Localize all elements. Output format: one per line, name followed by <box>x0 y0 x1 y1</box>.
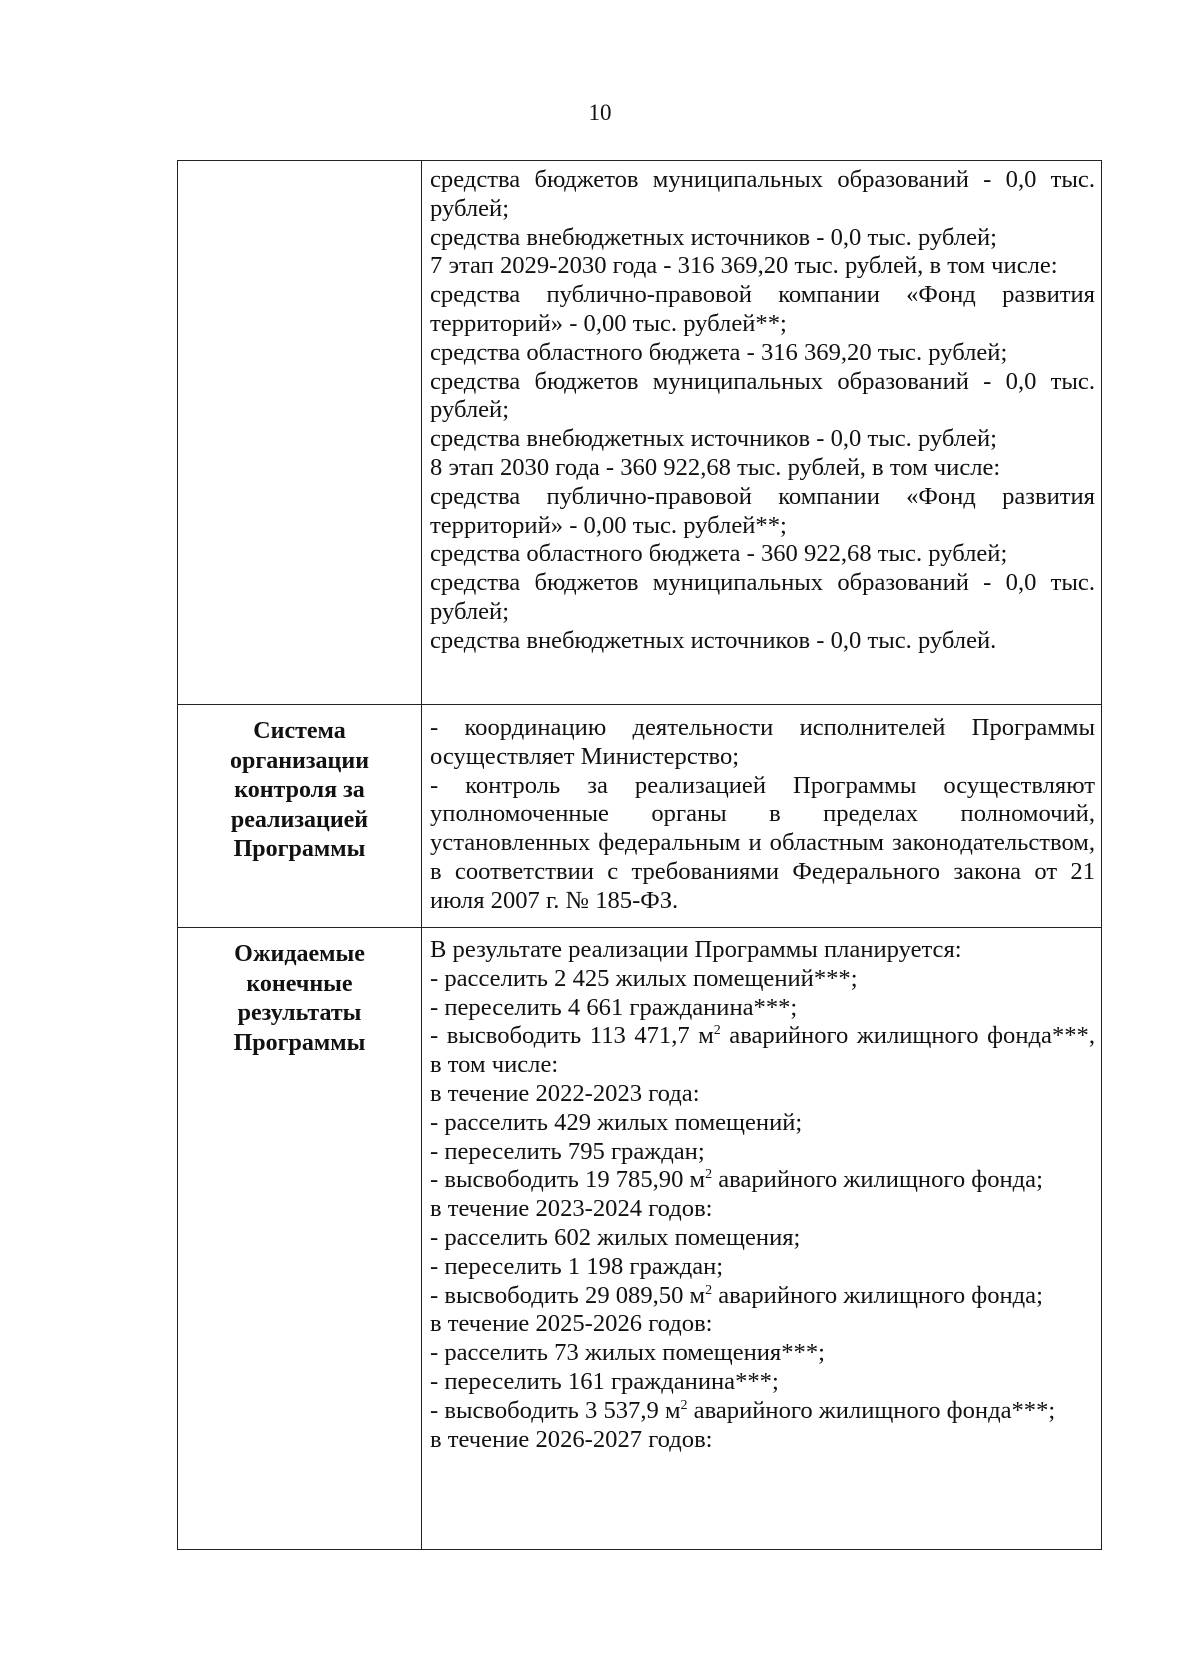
results-period-heading: в течение 2026-2027 годов: <box>430 1425 713 1453</box>
results-period-resettle: - расселить 602 жилых помещения; <box>430 1223 801 1251</box>
results-period-heading: в течение 2025-2026 годов: <box>430 1310 713 1338</box>
results-period-release: - высвободить 29 089,50 $м^2$ аварийного жилищного фонда; <box>430 1281 1043 1309</box>
results-period-relocate: - переселить 1 198 граждан; <box>430 1252 724 1280</box>
results-label-cell <box>178 928 422 1550</box>
funding-line: 7 этап 2029-2030 года - 316 369,20 тыс. рублей, в том числе: <box>430 252 1058 280</box>
control-label: Система организации контроля за реализацией Программы <box>229 718 370 862</box>
funding-line: средства внебюджетных источников - 0,0 тыс. рублей; <box>430 223 997 251</box>
funding-line: средства областного бюджета - 360 922,68 тыс. рублей; <box>430 540 1008 568</box>
page-number: 10 <box>588 100 612 125</box>
results-text-cell <box>422 928 1102 1550</box>
results-period-resettle: - расселить 429 жилых помещений; <box>430 1108 803 1136</box>
funding-line: средства бюджетов муниципальных образований - 0,0 тыс. рублей; <box>430 166 1095 222</box>
control-label-cell <box>178 705 422 928</box>
results-total-resettle: - расселить 2 425 жилых помещений***; <box>430 964 858 992</box>
control-text <box>422 705 1101 922</box>
program-passport-table <box>177 160 1102 1550</box>
funding-line: средства областного бюджета - 316 369,20 тыс. рублей; <box>430 338 1008 366</box>
control-row <box>178 705 1102 928</box>
results-intro: В результате реализации Программы планируется: <box>430 936 962 963</box>
control-text-cell <box>422 705 1102 928</box>
results-period-heading: в течение 2023-2024 годов: <box>430 1195 713 1223</box>
funding-row <box>178 161 1102 705</box>
results-period-heading: в течение 2022-2023 года: <box>430 1079 700 1107</box>
funding-text-cell <box>422 161 1102 705</box>
results-period-release: - высвободить 19 785,90 $м^2$ аварийного жилищного фонда; <box>430 1166 1043 1194</box>
funding-text <box>422 161 1101 662</box>
results-total-relocate: - переселить 4 661 гражданина***; <box>430 993 798 1021</box>
control-line: - координацию деятельности исполнителей Программы осуществляет Министерство; <box>430 714 1095 770</box>
funding-label-cell <box>178 161 422 705</box>
results-period-resettle: - расселить 73 жилых помещения***; <box>430 1339 825 1367</box>
funding-line: 8 этап 2030 года - 360 922,68 тыс. рублей, в том числе: <box>430 453 1001 481</box>
results-label: Ожидаемые конечные результаты Программы <box>233 941 366 1056</box>
results-period-relocate: - переселить 161 гражданина***; <box>430 1367 779 1395</box>
funding-line: средства публично-правовой компании «Фонд развития территорий» - 0,00 тыс. рублей**; <box>430 281 1095 337</box>
results-period-release: - высвободить 3 537,9 $м^2$ аварийного жилищного фонда***; <box>430 1396 1056 1424</box>
funding-line: средства внебюджетных источников - 0,0 тыс. рублей. <box>430 626 997 654</box>
results-total-release: - высвободить 113 471,7 $м^2$ аварийного жилищного фонда***, в том числе: <box>430 1022 1095 1079</box>
funding-line: средства бюджетов муниципальных образований - 0,0 тыс. рублей; <box>430 367 1095 424</box>
results-text <box>422 928 1101 1460</box>
funding-line: средства публично-правовой компании «Фонд развития территорий» - 0,00 тыс. рублей**; <box>430 482 1095 539</box>
funding-label <box>178 161 421 173</box>
funding-line: средства внебюджетных источников - 0,0 тыс. рублей; <box>430 425 997 453</box>
funding-line: средства бюджетов муниципальных образований - 0,0 тыс. рублей; <box>430 569 1095 625</box>
results-row <box>178 928 1102 1550</box>
results-period-relocate: - переселить 795 граждан; <box>430 1137 705 1165</box>
control-line: - контроль за реализацией Программы осуществляют уполномоченные органы в пределах полномочий, установленных федеральным и областным законодательством, в соответствии с требованиями Федерального закона от 21 июля 2007 г. № 185-ФЗ. <box>430 771 1095 914</box>
